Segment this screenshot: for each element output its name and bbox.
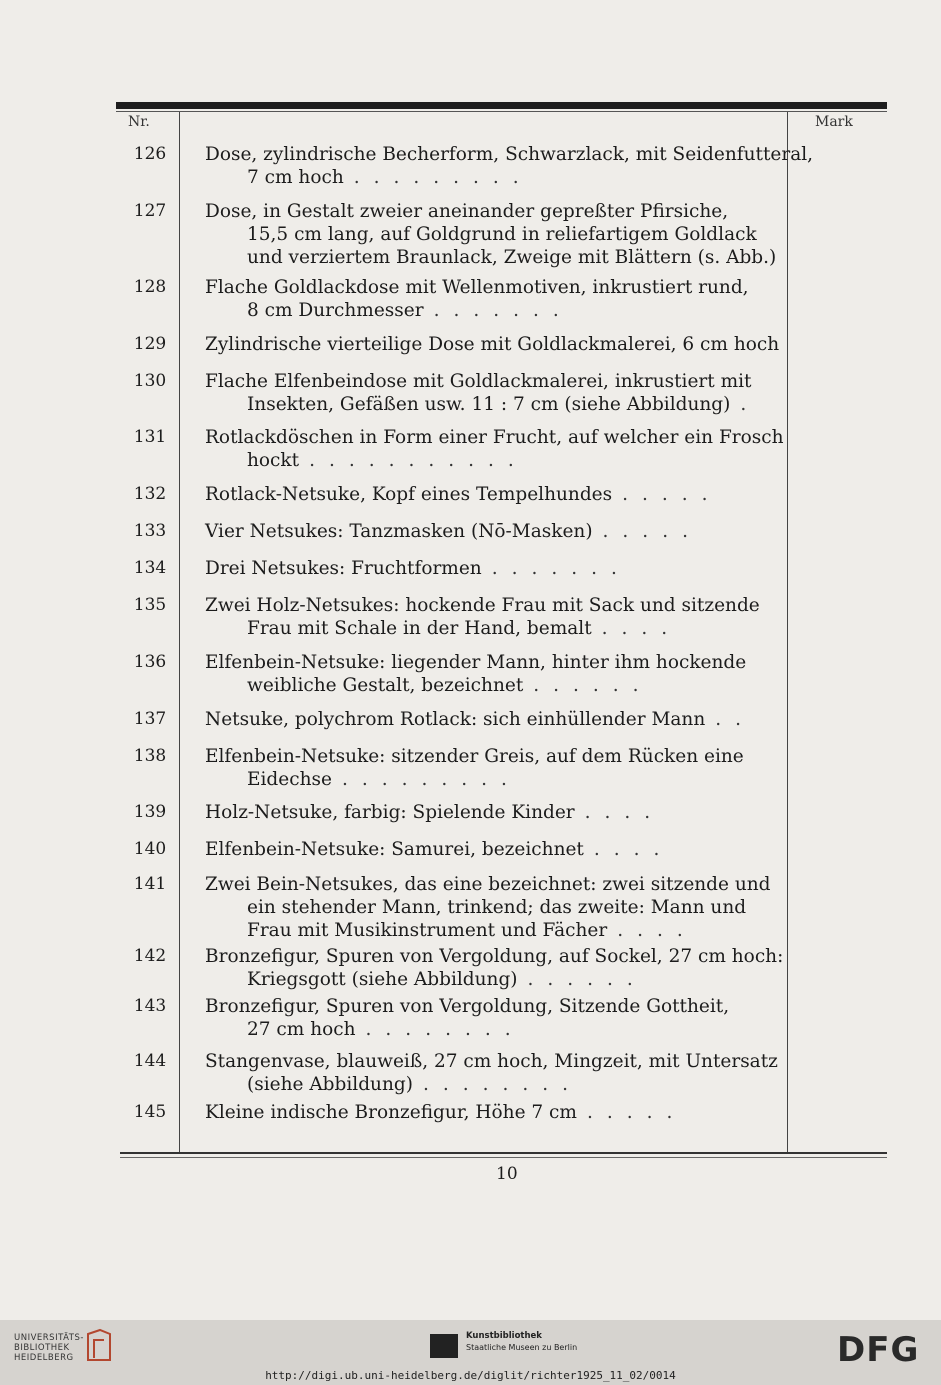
entry-number: 126 — [133, 144, 167, 164]
description-text: Flache Goldlackdose mit Wellenmotiven, inkrustiert rund, — [205, 277, 749, 298]
description-text: Kleine indische Bronzefigur, Höhe 7 cm — [205, 1102, 577, 1123]
description-line — [205, 370, 770, 393]
description-text: Insekten, Gefäßen usw. 11 : 7 cm (siehe Abbildung) — [247, 394, 731, 415]
description-line — [205, 968, 770, 991]
bottom-rule — [120, 1152, 887, 1154]
description-line — [205, 200, 770, 223]
description-text: (siehe Abbildung) — [247, 1074, 413, 1095]
leader-dots: ....... — [433, 300, 573, 321]
entry-description — [205, 143, 814, 189]
description-line — [205, 393, 770, 416]
description-line — [205, 483, 770, 506]
entry-description — [205, 745, 770, 791]
description-line — [205, 333, 780, 356]
leader-dots: ..... — [586, 1102, 687, 1123]
description-text: Stangenvase, blauweiß, 27 cm hoch, Mingzeit, mit Untersatz — [205, 1051, 778, 1072]
entry-description — [205, 594, 770, 640]
bottom-rule-thin — [120, 1157, 887, 1158]
description-line — [205, 1050, 778, 1073]
description-text: Drei Netsukes: Fruchtformen — [205, 558, 482, 579]
description-line — [205, 449, 770, 472]
leader-dots: ...... — [527, 969, 647, 990]
description-text: Bronzefigur, Spuren von Vergoldung, Sitzende Gottheit, — [205, 996, 730, 1017]
description-text: Frau mit Musikinstrument und Fächer — [247, 920, 608, 941]
description-line — [205, 995, 770, 1018]
entry-number: 143 — [133, 996, 167, 1016]
entry-number: 141 — [133, 874, 167, 894]
leader-dots: ......... — [341, 769, 521, 790]
leader-dots: ..... — [622, 484, 722, 505]
description-text: Bronzefigur, Spuren von Vergoldung, auf Sockel, 27 cm hoch: — [205, 946, 784, 967]
description-line — [205, 617, 770, 640]
description-line — [205, 896, 770, 919]
description-line — [205, 651, 770, 674]
leader-dots: .... — [584, 802, 665, 823]
entry-description — [205, 483, 770, 506]
entry-number: 131 — [133, 427, 167, 447]
description-line — [205, 919, 770, 942]
source-url[interactable]: http://digi.ub.uni-heidelberg.de/diglit/richter1925_11_02/0014 — [265, 1369, 676, 1382]
description-text: Rotlackdöschen in Form einer Frucht, auf welcher ein Frosch — [205, 427, 784, 448]
description-line — [205, 557, 770, 580]
top-rule — [116, 102, 887, 109]
leader-dots: ...... — [533, 675, 653, 696]
nr-column-header: Nr. — [128, 114, 150, 130]
entry-number: 128 — [133, 277, 167, 297]
description-text: 27 cm hoch — [247, 1019, 356, 1040]
description-line — [205, 143, 814, 166]
description-text: Kriegsgott (siehe Abbildung) — [247, 969, 518, 990]
description-text: Zwei Bein-Netsukes, das eine bezeichnet: zwei sitzende und — [205, 874, 771, 895]
entry-description — [205, 426, 784, 472]
leader-dots: ........ — [365, 1019, 525, 1040]
description-text: 7 cm hoch — [247, 167, 344, 188]
library-logo-icon — [86, 1328, 112, 1362]
dfg-logo: DFG — [837, 1330, 920, 1370]
description-line — [205, 768, 770, 791]
entry-number: 127 — [133, 201, 167, 221]
entry-number: 145 — [133, 1102, 167, 1122]
entry-description — [205, 801, 770, 824]
leader-dots: .... — [617, 920, 697, 941]
top-rule-thin — [116, 111, 887, 112]
mark-column-header: Mark — [815, 114, 853, 130]
description-text: hockt — [247, 450, 300, 471]
leader-dots: .... — [593, 839, 674, 860]
leader-dots: ..... — [602, 521, 702, 542]
entry-number: 129 — [133, 334, 167, 354]
description-line — [205, 708, 770, 731]
leader-dots: .. — [715, 709, 756, 730]
description-line — [205, 674, 770, 697]
partner-title: Kunstbibliothek — [466, 1331, 542, 1341]
entry-number: 133 — [133, 521, 167, 541]
description-line — [205, 223, 770, 246]
entry-description — [205, 995, 770, 1041]
museum-logo-icon — [430, 1334, 458, 1358]
description-text: Zylindrische vierteilige Dose mit Goldlackmalerei, 6 cm hoch — [205, 334, 780, 355]
entry-description — [205, 276, 770, 322]
description-text: Flache Elfenbeindose mit Goldlackmalerei, inkrustiert mit — [205, 371, 752, 392]
page-number: 10 — [496, 1164, 518, 1184]
description-text: Elfenbein-Netsuke: Samurei, bezeichnet — [205, 839, 584, 860]
leader-dots: ........ — [422, 1074, 582, 1095]
description-line — [205, 426, 784, 449]
entry-description — [205, 557, 770, 580]
description-line — [205, 246, 777, 269]
leader-dots: ........... — [309, 450, 528, 471]
leader-dots: ......... — [353, 167, 533, 188]
entry-number: 142 — [133, 946, 167, 966]
description-text: Elfenbein-Netsuke: liegender Mann, hinter ihm hockende — [205, 652, 747, 673]
leader-dots: .... — [601, 618, 682, 639]
description-text: Vier Netsukes: Tanzmasken (Nō-Masken) — [205, 521, 593, 542]
entry-description — [205, 838, 770, 861]
right-column-divider — [787, 112, 788, 1153]
left-column-divider — [179, 112, 180, 1153]
entry-number: 137 — [133, 709, 167, 729]
description-line — [205, 1073, 770, 1096]
description-text: Netsuke, polychrom Rotlack: sich einhüllender Mann — [205, 709, 706, 730]
description-text: Dose, in Gestalt zweier aneinander gepreßter Pfirsiche, — [205, 201, 729, 222]
description-line — [205, 299, 770, 322]
description-line — [205, 745, 770, 768]
partner-subtitle: Staatliche Museen zu Berlin — [466, 1343, 578, 1352]
library-line: HEIDELBERG — [14, 1353, 74, 1363]
description-text: und verziertem Braunlack, Zweige mit Blättern (s. Abb.) — [247, 247, 777, 268]
entry-description — [205, 651, 770, 697]
entry-description — [205, 708, 770, 731]
entry-number: 136 — [133, 652, 167, 672]
description-text: Elfenbein-Netsuke: sitzender Greis, auf dem Rücken eine — [205, 746, 744, 767]
partner-name — [466, 1330, 577, 1353]
description-line — [205, 873, 770, 896]
entry-description — [205, 520, 770, 543]
description-text: Zwei Holz-Netsukes: hockende Frau mit Sack und sitzende — [205, 595, 760, 616]
description-text: ein stehender Mann, trinkend; das zweite: Mann und — [247, 897, 747, 918]
library-line: BIBLIOTHEK — [14, 1343, 70, 1353]
description-line — [205, 594, 770, 617]
entry-description — [205, 873, 770, 942]
entry-number: 130 — [133, 371, 167, 391]
entry-number: 144 — [133, 1051, 167, 1071]
description-line — [205, 276, 770, 299]
entry-description — [205, 370, 770, 416]
description-text: Holz-Netsuke, farbig: Spielende Kinder — [205, 802, 575, 823]
description-text: weibliche Gestalt, bezeichnet — [247, 675, 524, 696]
entry-description — [205, 200, 777, 269]
entry-number: 132 — [133, 484, 167, 504]
entry-description — [205, 945, 784, 991]
description-line — [205, 801, 770, 824]
entry-number: 139 — [133, 802, 167, 822]
description-line — [205, 838, 770, 861]
entry-description — [205, 1101, 770, 1124]
leader-dots: . — [740, 394, 761, 415]
description-text: Frau mit Schale in der Hand, bemalt — [247, 618, 592, 639]
description-line — [205, 945, 784, 968]
entry-number: 135 — [133, 595, 167, 615]
leader-dots: ....... — [491, 558, 631, 579]
entry-number: 140 — [133, 839, 167, 859]
description-line — [205, 1101, 770, 1124]
description-line — [205, 520, 770, 543]
entry-number: 138 — [133, 746, 167, 766]
description-text: 15,5 cm lang, auf Goldgrund in reliefartigem Goldlack — [247, 224, 757, 245]
description-line — [205, 1018, 770, 1041]
description-text: 8 cm Durchmesser — [247, 300, 424, 321]
entry-number: 134 — [133, 558, 167, 578]
library-name — [14, 1333, 84, 1363]
description-line — [205, 166, 770, 189]
library-line: UNIVERSITÄTS- — [14, 1333, 84, 1343]
description-text: Rotlack-Netsuke, Kopf eines Tempelhundes — [205, 484, 613, 505]
description-text: Eidechse — [247, 769, 332, 790]
entry-description — [205, 1050, 778, 1096]
description-text: Dose, zylindrische Becherform, Schwarzlack, mit Seidenfutteral, — [205, 144, 814, 165]
entry-description — [205, 333, 780, 356]
